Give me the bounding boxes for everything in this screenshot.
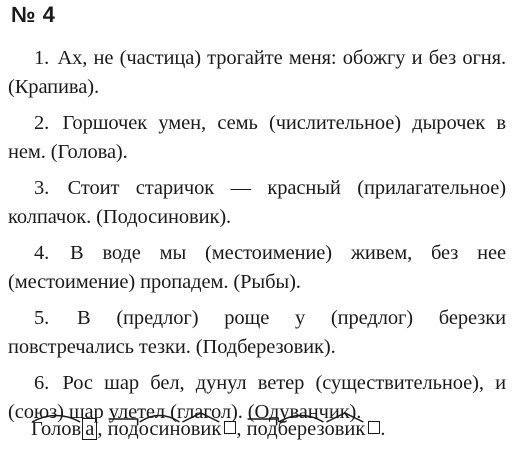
- item-text: Рос шар бел, дунул ветер (существительное), и (союз) шар улетел (глагол). (Одуванчик).: [8, 372, 506, 423]
- item-number: 1.: [34, 47, 50, 69]
- morpheme-words: [31, 418, 385, 441]
- exercise-number: № 4: [11, 2, 56, 27]
- riddle-item-2: [8, 109, 506, 167]
- item-number: 6.: [34, 372, 50, 394]
- item-text: В (предлог) роще у (предлог) березки повстречались тезки. (Подберезовик).: [8, 307, 506, 358]
- riddle-item-1: [8, 44, 506, 102]
- prefix-pod: под: [107, 418, 139, 440]
- item-text: Ах, не (частица) трогайте меня: обожгу и без огня. (Крапива).: [8, 47, 506, 98]
- sentence-end: .: [380, 418, 386, 440]
- riddle-item-5: [8, 304, 506, 362]
- root-berez: берез: [277, 418, 325, 440]
- zero-ending-box: [224, 421, 236, 434]
- item-text: В воде мы (местоимение) живем, без нее (местоимение) пропадем. (Рыбы).: [8, 242, 506, 293]
- item-number: 2.: [34, 112, 50, 134]
- item-number: 3.: [34, 177, 50, 199]
- item-number: 4.: [34, 242, 50, 264]
- item-number: 5.: [34, 307, 50, 329]
- root-golov: Голов: [31, 418, 82, 440]
- riddle-item-3: [8, 174, 506, 232]
- root-osin: осин: [138, 418, 181, 440]
- riddle-item-4: [8, 239, 506, 297]
- prefix-pod: под: [246, 418, 278, 440]
- word-separator: ,: [236, 418, 247, 440]
- item-text: Стоит старичок — красный (прилагательное) колпачок. (Подосиновик).: [8, 177, 506, 228]
- riddle-list: [8, 44, 506, 434]
- suffix-ovik: овик: [180, 418, 222, 440]
- morpheme-analysis: [31, 404, 501, 454]
- item-text: Горшочек умен, семь (числительное) дырочек в нем. (Голова).: [8, 112, 507, 163]
- ending-a: а: [82, 418, 97, 440]
- suffix-ovik: овик: [324, 418, 366, 440]
- zero-ending-box: [368, 421, 380, 434]
- word-separator: ,: [97, 418, 108, 440]
